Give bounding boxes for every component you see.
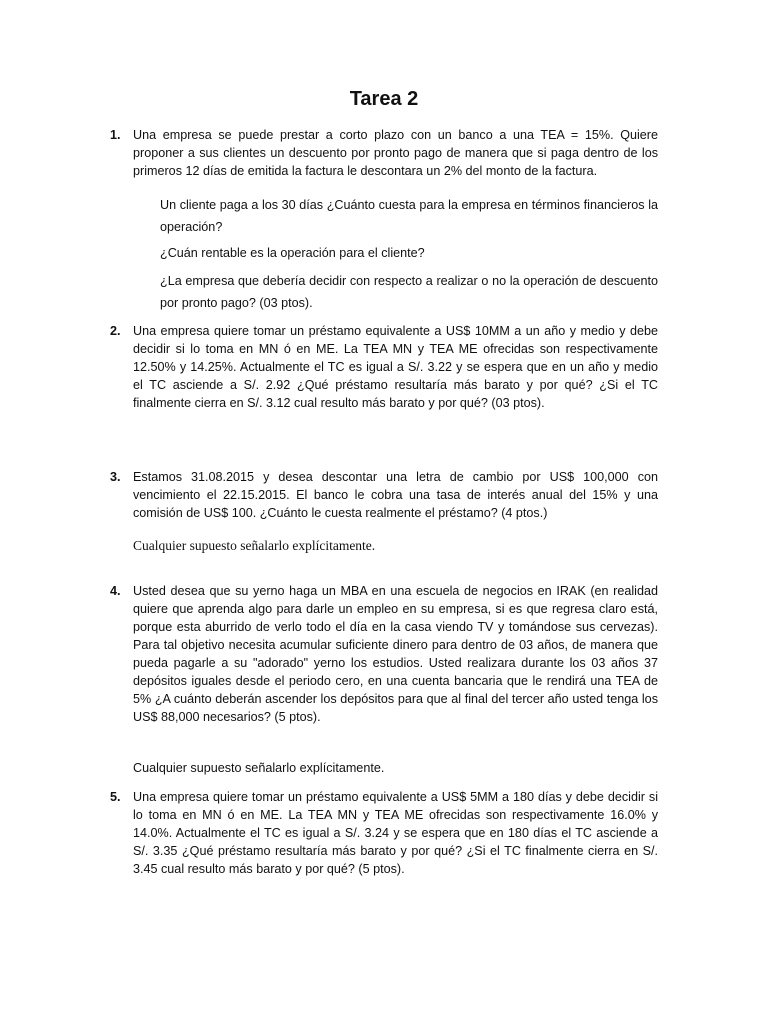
sub-question-2: ¿Cuán rentable es la operación para el cliente?	[160, 246, 425, 260]
question-text: Usted desea que su yerno haga un MBA en una escuela de negocios en IRAK (en realidad quiere que aprenda algo para darle un empleo en su empresa, si es que regresa claro está, porque esta aburrido de verlo todo el día en la casa viendo TV y tomándose sus cervezas). Para tal objetivo necesita acumular suficiente dinero para dentro de 03 años, de manera que pueda pagarle a su "adorado" yerno los estudios. Usted realizara durante los 03 años 37 depósitos iguales desde el periodo cero, en una cuenta bancaria que le rendirá una TEA de 5% ¿A cuánto deberán ascender los depósitos para que al final del tercer año usted tenga los US$ 88,000 necesarios? (5 ptos).	[133, 584, 658, 724]
assumption-note: Cualquier supuesto señalarlo explícitamente.	[133, 538, 376, 553]
assumption-note: Cualquier supuesto señalarlo explícitamente.	[133, 761, 385, 775]
sub-question-3: ¿La empresa que debería decidir con respecto a realizar o no la operación de descuento por pronto pago? (03 ptos).	[160, 274, 658, 310]
question-number: 4.	[110, 584, 121, 598]
question-number: 1.	[110, 128, 121, 142]
question-text: Una empresa quiere tomar un préstamo equivalente a US$ 5MM a 180 días y debe decidir si lo toma en MN ó en ME. La TEA MN y TEA ME ofrecidas son respectivamente 16.0% y 14.0%. Actualmente el TC es igual a S/. 3.24 y se espera que en 180 días el TC asciende a S/. 3.35 ¿Qué préstamo resultaría más barato y por qué? ¿Si el TC finalmente cierra en S/. 3.45 cual resulto más barato y por qué? (5 ptos).	[133, 790, 658, 876]
page-title: Tarea 2	[349, 88, 419, 110]
sub-question-1: Un cliente paga a los 30 días ¿Cuánto cuesta para la empresa en términos financieros la operación?	[160, 198, 658, 234]
question-number: 3.	[110, 470, 121, 484]
question-text: Una empresa se puede prestar a corto plazo con un banco a una TEA = 15%. Quiere proponer a sus clientes un descuento por pronto pago de manera que si paga dentro de los primeros 12 días de emitida la factura le descontara un 2% del monto de la factura.	[133, 128, 658, 178]
question-number: 2.	[110, 324, 121, 338]
question-text: Una empresa quiere tomar un préstamo equivalente a US$ 10MM a un año y medio y debe decidir si lo toma en MN ó en ME. La TEA MN y TEA ME ofrecidas son respectivamente 12.50% y 14.25%. Actualmente el TC es igual a S/. 3.22 y se espera que en un año y medio el TC asciende a S/. 2.92 ¿Qué préstamo resultaría más barato y por qué? ¿Si el TC finalmente cierra en S/. 3.12 cual resulto más barato y por qué? (03 ptos).	[133, 324, 658, 410]
question-number: 5.	[110, 790, 121, 804]
question-text: Estamos 31.08.2015 y desea descontar una letra de cambio por US$ 100,000 con vencimiento el 22.15.2015. El banco le cobra una tasa de interés anual del 15% y una comisión de US$ 100. ¿Cuánto le cuesta realmente el préstamo? (4 ptos.)	[133, 470, 658, 520]
